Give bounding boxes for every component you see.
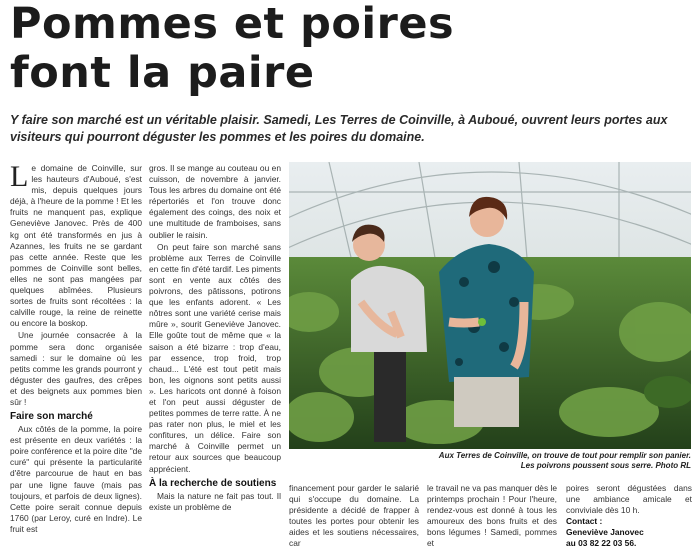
bottom-column-1 [289, 483, 419, 555]
bottom-column-2 [427, 483, 557, 555]
intro-paragraph: Y faire son marché est un véritable plaisir. Samedi, Les Terres de Coinville, à Auboué, ouvrent leurs portes aux visiteurs qui pourront déguster les pommes et les poires du domaine. [10, 113, 668, 144]
greenhouse-photo [289, 162, 691, 449]
contact-name: Geneviève Janovec [566, 527, 644, 538]
column1-paragraph-2: Une journée consacrée à la pomme sera donc organisée samedi : sur le domaine où les petits comme les grands pourront y déguster des gaufres, des crêpes et des beignets aux pommes bien sûr ! [10, 330, 142, 407]
column2-subheading: À la recherche de soutiens [149, 477, 277, 489]
contact-phone: au 03 82 22 03 56. [566, 538, 637, 549]
bottom-column-1-text: financement pour garder le salarié qui s'occupe du domaine. La présidente a décidé de frapper à toutes les portes pour obtenir les aides et les soutiens nécessaires, car [289, 483, 419, 549]
column1-paragraph-1: e domaine de Coinville, sur les hauteurs d'Auboué, s'est mis, depuis quelques jours déjà, à l'heure de la pomme ! Et les fruits ne manquent pas, explique Geneviève Janovec. Près de 400 kg ont été transformés en jus à Azannes, les fruits ne se gardant pas cette année. Reste que les pommes de Coinville sont belles, elles ne sont pas mangées par quelques abîmées. Plusieurs sortes de fruits sont récoltées : la calville rouge, la reine de reinette ou encore la boskop. [10, 163, 142, 329]
caption-line-2: Les poivrons poussent sous serre. [520, 461, 654, 470]
bottom-column-3-text: poires seront dégustées dans une ambiance amicale et conviviale dès 10 h. [566, 483, 692, 516]
column2-paragraph-1: gros. Il se mange au couteau ou en cuisson, de novembre à janvier. Tous les arbres du domaine ont été répertoriés et l'on trouve donc également des coings, des noix et une multitude de framboises, sans oublier le raisin. [149, 163, 281, 240]
headline-line-2: font la paire [10, 48, 315, 98]
contact-label: Contact : [566, 516, 603, 527]
headline-line-1: Pommes et poires [10, 0, 455, 49]
photo-credit: Photo RL [655, 461, 691, 470]
bottom-column-3 [566, 483, 692, 555]
bottom-column-2-text: le travail ne va pas manquer dès le printemps prochain ! Pour l'heure, rendez-vous est donné à tous les amoureux des bons fruits et des bons légumes ! Samedi, pommes et [427, 483, 557, 549]
greenhouse-illustration [289, 162, 691, 449]
article-column-1 [10, 163, 142, 553]
caption-line-1: Aux Terres de Coinville, on trouve de tout pour remplir son panier. [438, 451, 691, 460]
column2-paragraph-2: On peut faire son marché sans problème aux Terres de Coinville en cette fin d'été tardif. Les piments sont en vente aux côtés des poivrons, des pâtissons, potirons que les enfants adorent. « Les nôtres sont une variété cerise mais mûre », sourit Geneviève Janovec. Elle goûte tout de même que « la saison a été bizarre : trop d'eau, par essence, trop froid, trop chaud... L'été est tout petit mais bon, les oignons sont petits aussi ». Les haricots ont donné à foison et l'on peut aussi déguster de petites pommes de terre ratte. À ne pas rater non plus, le miel et les confitures, un délice. Faire son marché à Coinville permet un retour aux sources que beaucoup apprécient. [149, 241, 281, 474]
column1-paragraph-3: Aux côtés de la pomme, la poire est présente en deux variétés : la poire conférence et la poire dite "de curé" qui présente la particularité d'être parcourue de haut en bas par une ligne fauve (mais pas toujours, et parfois de deux lignes). Cette poire serait connue depuis 1760 (par Leroy, curé en Indre). Le fruit est [10, 424, 142, 534]
article-column-2 [149, 163, 281, 553]
column1-subheading: Faire son marché [10, 411, 93, 423]
drop-cap: L [10, 163, 29, 193]
headline [10, 0, 454, 98]
photo-caption [289, 451, 691, 471]
column2-paragraph-3: Mais la nature ne fait pas tout. Il existe un problème de [149, 490, 281, 512]
